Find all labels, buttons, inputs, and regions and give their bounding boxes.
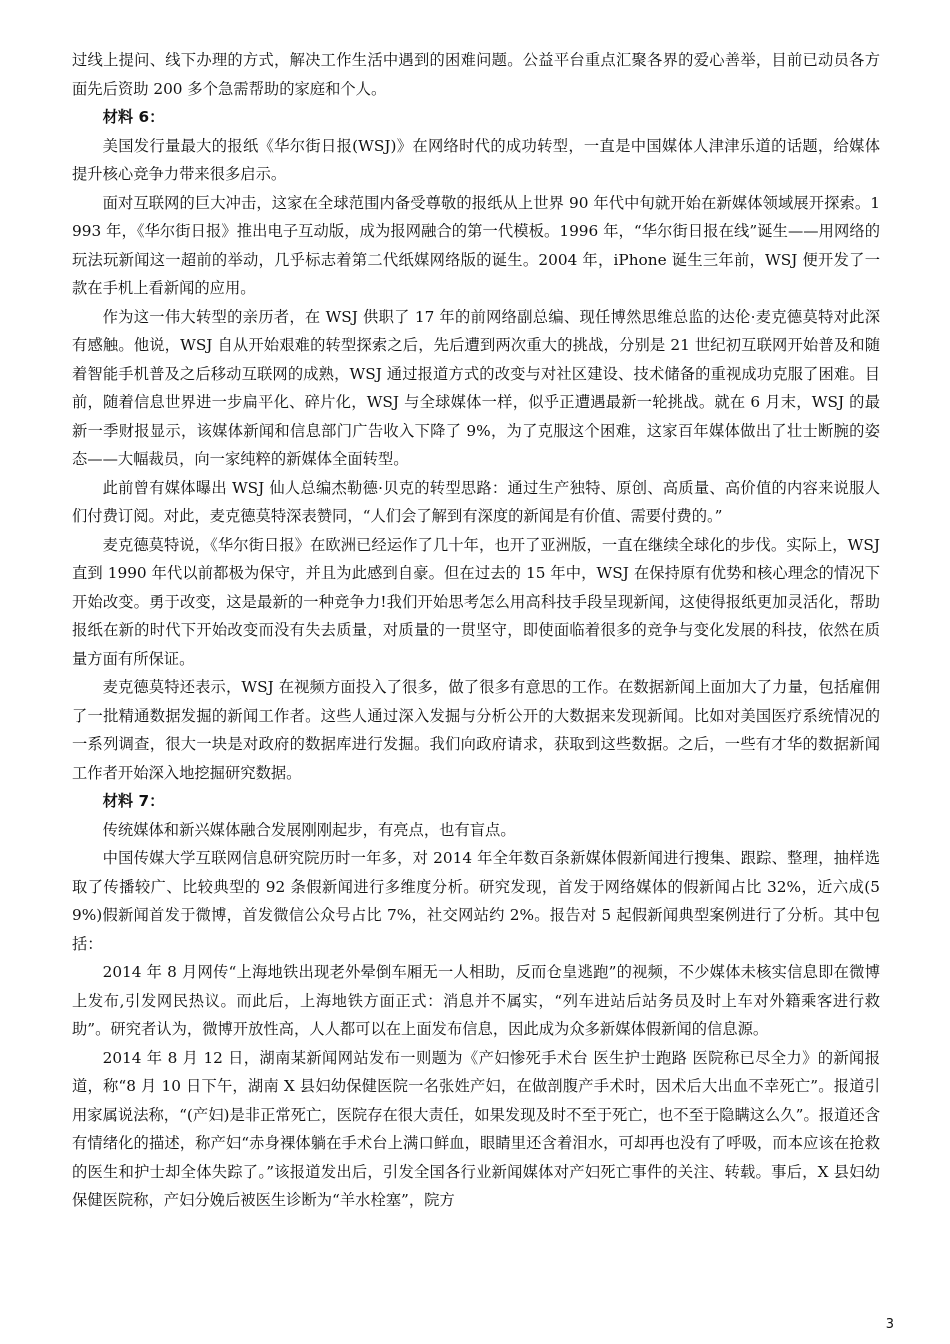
material-7-paragraph-3: 2014 年 8 月网传“上海地铁出现老外晕倒车厢无一人相助，反而仓皇逃跑”的视频，不少媒体未核实信息即在微博上发布,引发网民热议。而此后，上海地铁方面正式：消息并不属实，“列车进站后站务员及时上车对外籍乘客进行救助”。研究者认为，微博开放性高，人人都可以在上面发布信息，因此成为众多新媒体假新闻的信息源。	[72, 963, 880, 1038]
material-7-heading: 材料 7：	[102, 792, 165, 810]
material-6-paragraph-3: 作为这一伟大转型的亲历者，在 WSJ 供职了 17 年的前网络副总编、现任博然思维总监的达伦·麦克德莫特对此深有感触。他说，WSJ 自从开始艰难的转型探索之后，先后遭到两次重大的挑战，分别是 21 世纪初互联网开始普及和随着智能手机普及之后移动互联网的成熟，WSJ 通过报道方式的改变与对社区建设、技术储备的重视成功克服了困难。目前，随着信息世界进一步扁平化、碎片化，WSJ 与全球媒体一样，似乎正遭遇最新一轮挑战。就在 6 月末，WSJ 的最新一季财报显示，该媒体新闻和信息部门广告收入下降了 9%，为了克服这个困难，这家百年媒体做出了壮士断腕的姿态——大幅裁员，向一家纯粹的新媒体全面转型。	[72, 307, 880, 468]
material-7-paragraph-2: 中国传媒大学互联网信息研究院历时一年多，对 2014 年全年数百条新媒体假新闻进行搜集、跟踪、整理，抽样选取了传播较广、比较典型的 92 条假新闻进行多维度分析。研究发现，首发于网络媒体的假新闻占比 32%，近六成(59%)假新闻首发于微博，首发微信公众号占比 7%，社交网站约 2%。报告对 5 起假新闻典型案例进行了分析。其中包括：	[72, 849, 880, 953]
material-6-paragraph-4: 此前曾有媒体曝出 WSJ 仙人总编杰勒德·贝克的转型思路：通过生产独特、原创、高质量、高价值的内容来说服人们付费订阅。对此，麦克德莫特深表赞同，“人们会了解到有深度的新闻是有价值、需要付费的。”	[72, 478, 880, 525]
document-page	[72, 46, 880, 1215]
material-6-paragraph-1: 美国发行量最大的报纸《华尔街日报(WSJ)》在网络时代的成功转型，一直是中国媒体人津津乐道的话题，给媒体提升核心竞争力带来很多启示。	[72, 136, 880, 183]
page-number: 3	[885, 1317, 894, 1332]
material-7-paragraph-4: 2014 年 8 月 12 日，湖南某新闻网站发布一则题为《产妇惨死手术台 医生护士跑路 医院称已尽全力》的新闻报道，称“8 月 10 日下午，湖南 X 县妇幼保健医院一名张姓产妇，在做剖腹产手术时，因术后大出血不幸死亡”。报道引用家属说法称，“(产妇)是非正常死亡，医院存在很大责任，如果发现及时不至于死亡，也不至于隐瞒这么久”。报道还含有情绪化的描述，称产妇“赤身裸体躺在手术台上满口鲜血，眼睛里还含着泪水，可却再也没有了呼吸，而本应该在抢救的医生和护士却全体失踪了。”该报道发出后，引发全国各行业新闻媒体对产妇死亡事件的关注、转载。事后，X 县妇幼保健医院称，产妇分娩后被医生诊断为“羊水栓塞”，院方	[72, 1048, 880, 1209]
material-6-heading: 材料 6：	[102, 108, 165, 126]
material-6-paragraph-2: 面对互联网的巨大冲击，这家在全球范围内备受尊敬的报纸从上世界 90 年代中旬就开始在新媒体领域展开探索。1993 年，《华尔街日报》推出电子互动版，成为报网融合的第一代模板。1996 年，“华尔街日报在线”诞生——用网络的玩法玩新闻这一超前的举动，几乎标志着第二代纸媒网络版的诞生。2004 年，iPhone 诞生三年前，WSJ 便开发了一款在手机上看新闻的应用。	[72, 193, 880, 297]
paragraph-continued: 过线上提问、线下办理的方式，解决工作生活中遇到的困难问题。公益平台重点汇聚各界的爱心善举，目前已动员各方面先后资助 200 多个急需帮助的家庭和个人。	[72, 51, 880, 98]
material-7-paragraph-1: 传统媒体和新兴媒体融合发展刚刚起步，有亮点，也有盲点。	[102, 820, 516, 839]
material-6-paragraph-6: 麦克德莫特还表示，WSJ 在视频方面投入了很多，做了很多有意思的工作。在数据新闻上面加大了力量，包括雇佣了一批精通数据发掘的新闻工作者。这些人通过深入发掘与分析公开的大数据来发现新闻。比如对美国医疗系统情况的一系列调查，很大一块是对政府的数据库进行发掘。我们向政府请求，获取到这些数据。之后，一些有才华的数据新闻工作者开始深入地挖掘研究数据。	[72, 678, 880, 782]
material-6-paragraph-5: 麦克德莫特说，《华尔街日报》在欧洲已经运作了几十年，也开了亚洲版，一直在继续全球化的步伐。实际上，WSJ 直到 1990 年代以前都极为保守，并且为此感到自豪。但在过去的 15 年中，WSJ 在保持原有优势和核心理念的情况下开始改变。勇于改变，这是最新的一种竞争力!我们开始思考怎么用高科技手段呈现新闻，这使得报纸更加灵活化，帮助报纸在新的时代下开始改变而没有失去质量，对质量的一贯坚守，即使面临着很多的竞争与变化发展的科技，依然在质量方面有所保证。	[72, 535, 880, 668]
